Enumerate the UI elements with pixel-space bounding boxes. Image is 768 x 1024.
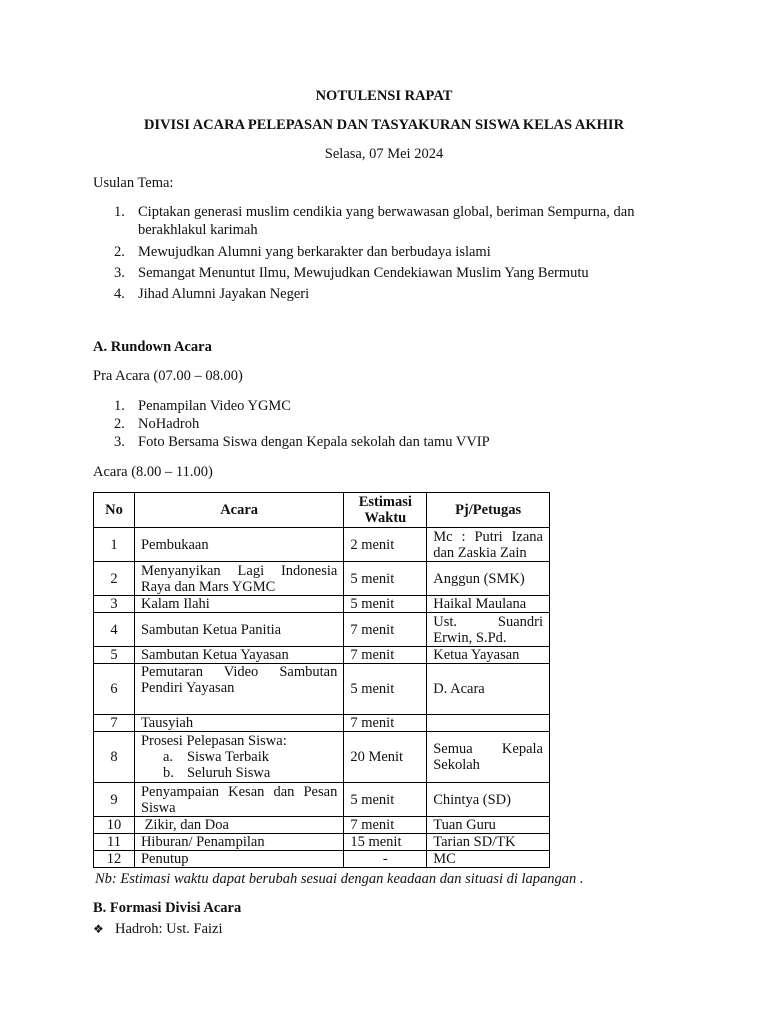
- pra-acara-label: Pra Acara (07.00 – 08.00): [93, 368, 243, 384]
- list-item: 3. Foto Bersama Siswa dengan Kepala sekolah dan tamu VVIP: [114, 434, 490, 450]
- diamond-bullet-icon: ❖: [93, 922, 104, 936]
- table-row: 11 Hiburan/ Penampilan 15 menit Tarian SD/TK: [94, 834, 550, 851]
- header-acara: Acara: [134, 493, 343, 528]
- table-row: 8 Prosesi Pelepasan Siswa: a. Siswa Terbaik b. Seluruh Siswa 20 Menit Semua Kepala Sekolah: [94, 732, 550, 783]
- document-date: Selasa, 07 Mei 2024: [324, 146, 444, 162]
- rundown-table: [93, 492, 550, 868]
- list-item: 2. Mewujudkan Alumni yang berkarakter dan berbudaya islami: [114, 244, 491, 260]
- table-note: Nb: Estimasi waktu dapat berubah sesuai dengan keadaan dan situasi di lapangan .: [95, 871, 584, 887]
- document-subtitle: DIVISI ACARA PELEPASAN DAN TASYAKURAN SISWA KELAS AKHIR: [143, 117, 625, 133]
- table-row: 7 Tausyiah 7 menit: [94, 715, 550, 732]
- pra-acara-list: [93, 397, 678, 451]
- list-item: 1. Penampilan Video YGMC: [114, 398, 291, 414]
- table-row: 4 Sambutan Ketua Panitia 7 menit Ust. Suandri Erwin, S.Pd.: [94, 613, 550, 647]
- table-row: 1 Pembukaan 2 menit Mc : Putri Izana dan Zaskia Zain: [94, 528, 550, 562]
- prosesi-label: Prosesi Pelepasan Siswa:: [140, 733, 287, 749]
- table-row: 5 Sambutan Ketua Yayasan 7 menit Ketua Yayasan: [94, 647, 550, 664]
- list-item: 4. Jihad Alumni Jayakan Negeri: [114, 286, 310, 302]
- header-estimasi: Estimasi Waktu: [344, 493, 427, 528]
- header-pj: Pj/Petugas: [427, 493, 550, 528]
- list-item: a. Siswa Terbaik: [162, 749, 270, 765]
- table-row: 2 Menyanyikan Lagi Indonesia Raya dan Mars YGMC 5 menit Anggun (SMK): [94, 562, 550, 596]
- table-row: 3 Kalam Ilahi 5 menit Haikal Maulana: [94, 596, 550, 613]
- table-row: 10 Zikir, dan Doa 7 menit Tuan Guru: [94, 817, 550, 834]
- prosesi-sublist: [141, 749, 337, 781]
- theme-list: [93, 203, 678, 303]
- formasi-item: [93, 921, 223, 938]
- list-item: b. Seluruh Siswa: [162, 765, 271, 781]
- list-item: 1. Ciptakan generasi muslim cendikia yang berwawasan global, beriman Sempurna, dan berakhlakul karimah: [114, 204, 635, 238]
- acara-label: Acara (8.00 – 11.00): [93, 464, 213, 480]
- list-item: 2. NoHadroh: [114, 416, 200, 432]
- document-title: NOTULENSI RAPAT: [315, 88, 453, 104]
- table-row: 9 Penyampaian Kesan dan Pesan Siswa 5 menit Chintya (SD): [94, 783, 550, 817]
- section-a-heading: A. Rundown Acara: [93, 339, 212, 355]
- list-item: 3. Semangat Menuntut Ilmu, Mewujudkan Cendekiawan Muslim Yang Bermutu: [114, 265, 589, 281]
- header-no: No: [94, 493, 135, 528]
- usulan-label: Usulan Tema:: [93, 175, 174, 191]
- section-b-heading: B. Formasi Divisi Acara: [93, 900, 242, 916]
- table-header-row: [94, 493, 550, 528]
- formasi-item-text: Hadroh: Ust. Faizi: [115, 921, 223, 937]
- table-row: 6 Pemutaran Video Sambutan Pendiri Yayasan 5 menit D. Acara: [94, 664, 550, 715]
- table-row: 12 Penutup - MC: [94, 851, 550, 868]
